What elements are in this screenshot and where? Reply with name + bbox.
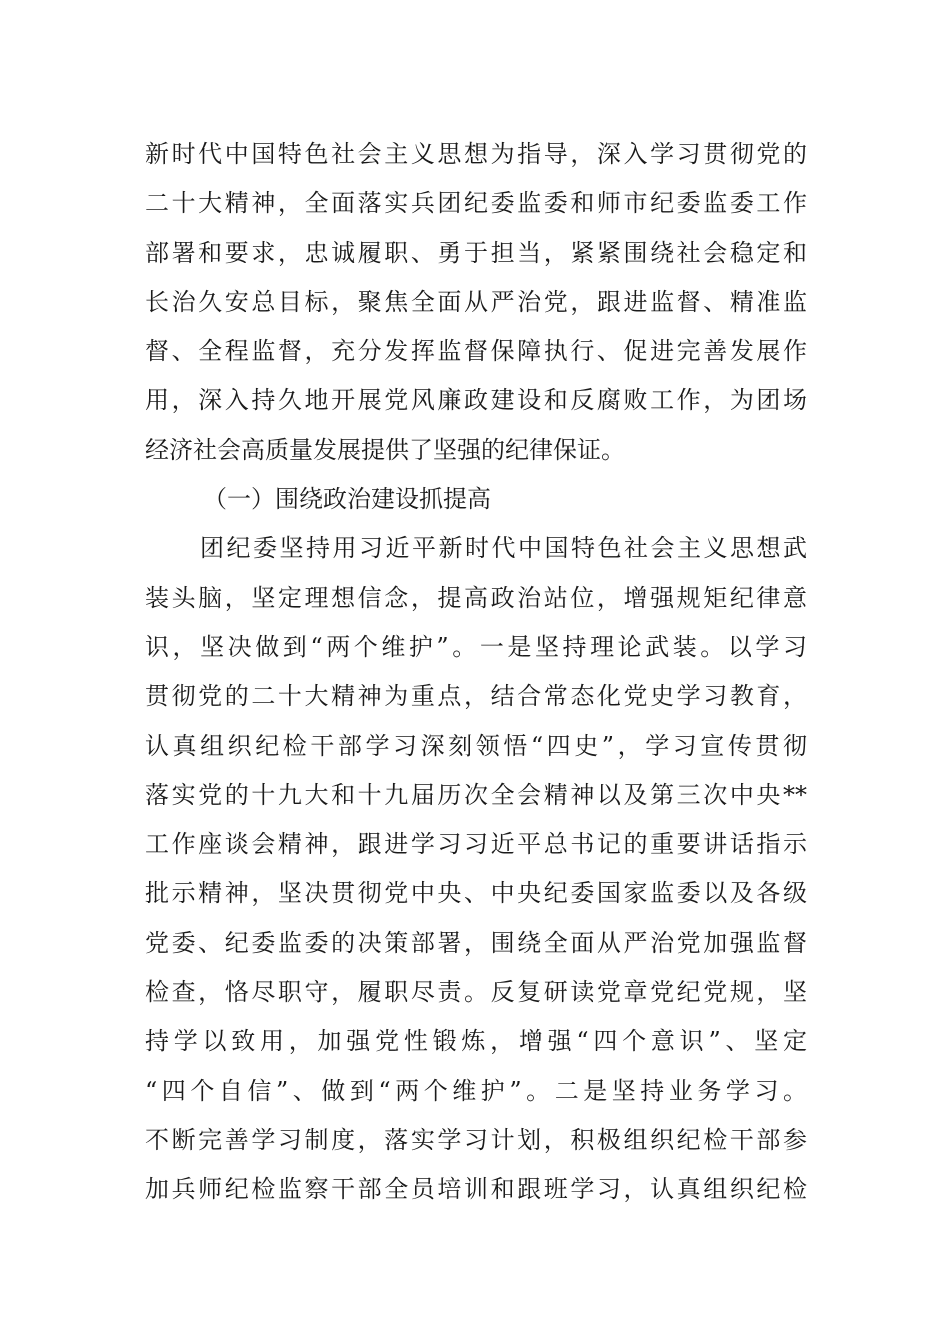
text-line: 工作座谈会精神，跟进学习习近平总书记的重要讲话指示 [145,830,807,859]
text-line: “四个自信”、做到“两个维护”。二是坚持业务学习。 [145,1076,807,1105]
text-line: 检查，恪尽职守，履职尽责。反复研读党章党纪党规，坚 [145,978,807,1007]
text-line: 贯彻党的二十大精神为重点，结合常态化党史学习教育， [145,682,807,711]
text-line: 部署和要求，忠诚履职、勇于担当，紧紧围绕社会稳定和 [145,238,807,267]
text-line: 用，深入持久地开展党风廉政建设和反腐败工作，为团场 [145,386,807,415]
text-line: 长治久安总目标，聚焦全面从严治党，跟进监督、精准监 [145,287,807,316]
text-line: 二十大精神，全面落实兵团纪委监委和师市纪委监委工作 [145,189,807,218]
text-line-paragraph-start: 团纪委坚持用习近平新时代中国特色社会主义思想武 [200,534,807,563]
text-line: 批示精神，坚决贯彻党中央、中央纪委国家监委以及各级 [145,879,807,908]
text-line: 党委、纪委监委的决策部署，围绕全面从严治党加强监督 [145,928,807,957]
text-line: 督、全程监督，充分发挥监督保障执行、促进完善发展作 [145,337,807,366]
text-line: 认真组织纪检干部学习深刻领悟“四史”，学习宣传贯彻 [145,731,807,760]
text-line: 落实党的十九大和十九届历次全会精神以及第三次中央** [145,780,807,809]
text-line: 装头脑，坚定理想信念，提高政治站位，增强规矩纪律意 [145,583,807,612]
text-line: 识，坚决做到“两个维护”。一是坚持理论武装。以学习 [145,632,807,661]
document-body [145,130,807,1215]
text-line: 加兵师纪检监察干部全员培训和跟班学习，认真组织纪检 [145,1175,807,1204]
section-heading: （一）围绕政治建设抓提高 [203,485,491,514]
text-line: 新时代中国特色社会主义思想为指导，深入学习贯彻党的 [145,140,807,168]
text-line-paragraph-end: 经济社会高质量发展提供了坚强的纪律保证。 [145,435,625,464]
text-line: 持学以致用，加强党性锻炼，增强“四个意识”、坚定 [145,1027,807,1056]
text-line: 不断完善学习制度，落实学习计划，积极组织纪检干部参 [145,1125,807,1154]
